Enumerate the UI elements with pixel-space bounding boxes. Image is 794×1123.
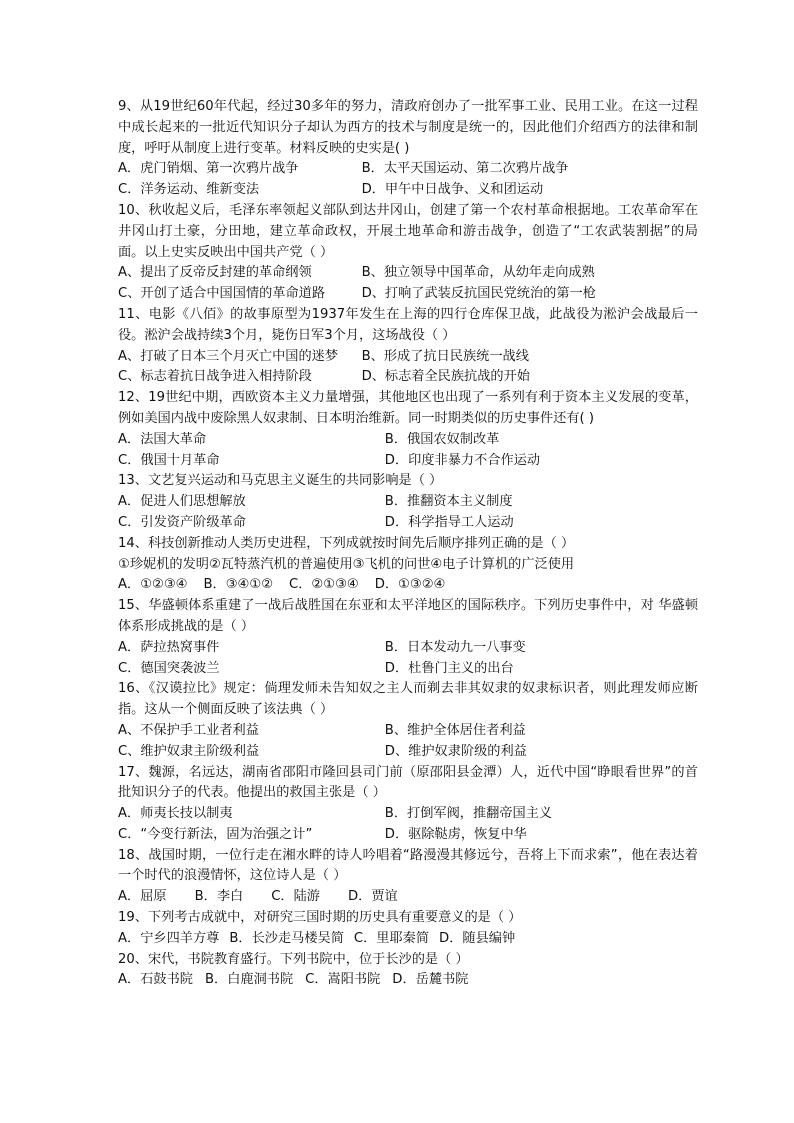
option-c: C、维护奴隶主阶级利益 — [118, 743, 260, 759]
option-c: C．里耶秦简 — [353, 930, 430, 946]
question-stem: 20、宋代，书院教育盛行。下列书院中，位于长沙的是（ ） — [118, 951, 469, 967]
option-c: C．“今变行新法，固为治强之计” — [118, 826, 313, 842]
question-stem: 11、电影《八佰》的故事原型为1937年发生在上海的四行仓库保卫战，此战役为淞沪会战最后一役。淞沪会战持续3个月，毙伤日军3个月，这场战役（ ） — [118, 306, 698, 343]
options — [118, 929, 698, 950]
options — [118, 804, 698, 846]
option-b: B．推翻资本主义制度 — [384, 494, 513, 510]
question-19 — [118, 908, 698, 950]
option-a: A．屈原 — [118, 889, 167, 905]
option-b: B、维护全体居住者利益 — [384, 722, 526, 738]
option-a: A、提出了反帝反封建的革命纲领 — [118, 265, 312, 281]
question-17 — [118, 763, 698, 846]
options — [118, 159, 698, 201]
option-b: B．李白 — [194, 889, 244, 905]
option-a: A．虎门销烟、第一次鸦片战争 — [118, 161, 299, 177]
question-stem: 13、文艺复兴运动和马克思主义诞生的共同影响是（ ） — [118, 473, 443, 489]
question-stem: 16、《汉谟拉比》规定：倘理发师未告知奴之主人而剃去非其奴隶的奴隶标识者，则此理发师应断指。这从一个侧面反映了该法典（ ） — [118, 681, 698, 718]
option-a: A．石鼓书院 — [118, 972, 193, 988]
option-d: D．科学指导工人运动 — [384, 514, 514, 530]
option-d: D．驱除鞑虏，恢复中华 — [384, 826, 527, 842]
option-d: D、标志着全民族抗战的开始 — [361, 369, 530, 385]
option-b: B、形成了抗日民族统一战线 — [361, 348, 529, 364]
option-a: A．法国大革命 — [118, 431, 207, 447]
option-d: D．杜鲁门主义的出台 — [384, 660, 514, 676]
question-14 — [118, 534, 698, 596]
option-b: B．日本发动九一八事变 — [384, 639, 526, 655]
option-d: D．印度非暴力不合作运动 — [384, 452, 541, 468]
option-a: A．萨拉热窝事件 — [118, 639, 220, 655]
option-c: C．陆游 — [271, 889, 320, 905]
options — [118, 970, 698, 991]
options — [118, 638, 698, 680]
option-b: B．③④①② — [203, 577, 274, 593]
option-d: D、打响了武装反抗国民党统治的第一枪 — [361, 286, 596, 302]
option-c: C．引发资产阶级革命 — [118, 514, 246, 530]
question-stem: 18、战国时期，一位行走在湘水畔的诗人吟唱着“路漫漫其修远兮，吾将上下而求索”，他在表达着一个时代的浪漫情怀，这位诗人是（ ） — [118, 847, 698, 884]
option-c: C．嵩阳书院 — [305, 972, 381, 988]
options — [118, 887, 698, 908]
question-stem: 10、秋收起义后，毛泽东率领起义部队到达井冈山，创建了第一个农村革命根据地。工农革命军在井冈山打土豪，分田地，建立革命政权，开展土地革命和游击战争，创造了“工农武装割据”的局面。以上史实反映出中国共产党（ ） — [118, 202, 698, 260]
options — [118, 721, 698, 763]
question-stem: 17、魏源，名远达，湖南省邵阳市隆回县司门前（原邵阳县金潭）人，近代中国“睁眼看世界”的首批知识分子的代表。他提出的救国主张是（ ） — [118, 764, 698, 801]
option-a: A．①②③④ — [118, 577, 188, 593]
question-10 — [118, 201, 698, 305]
question-stem: 14、科技创新推动人类历史进程，下列成就按时间先后顺序排列正确的是（ ） — [118, 535, 575, 551]
option-d: D．随县编钟 — [439, 930, 516, 946]
option-b: B、独立领导中国革命，从幼年走向成熟 — [361, 265, 595, 281]
option-b: B．长沙走马楼吴简 — [229, 930, 344, 946]
option-c: C．②①③④ — [289, 577, 359, 593]
option-d: D．①③②④ — [374, 577, 446, 593]
option-a: A、打破了日本三个月灭亡中国的迷梦 — [118, 348, 339, 364]
option-a: A．促进人们思想解放 — [118, 494, 246, 510]
option-d: D．岳麓书院 — [392, 972, 469, 988]
question-18 — [118, 846, 698, 908]
option-c: C．俄国十月革命 — [118, 452, 220, 468]
option-b: B．白鹿洞书院 — [204, 972, 294, 988]
options — [118, 430, 698, 472]
option-b: B．俄国农奴制改革 — [384, 431, 500, 447]
options — [118, 492, 698, 534]
question-stem: 15、华盛顿体系重建了一战后战胜国在东亚和太平洋地区的国际秩序。下列历史事件中，对 华盛顿体系形成挑战的是（ ） — [118, 598, 698, 634]
option-d: D．甲午中日战争、义和团运动 — [361, 182, 544, 198]
option-b: B．打倒军阀，推翻帝国主义 — [384, 806, 553, 822]
question-9 — [118, 97, 698, 201]
question-13 — [118, 471, 698, 533]
question-16 — [118, 679, 698, 762]
option-c: C、标志着抗日战争进入相持阶段 — [118, 369, 312, 385]
options — [118, 575, 698, 596]
option-b: B．太平天国运动、第二次鸦片战争 — [361, 161, 569, 177]
options — [118, 347, 698, 389]
option-a: A、不保护手工业者利益 — [118, 722, 259, 738]
question-items: ①珍妮机的发明②瓦特蒸汽机的普遍使用③飞机的问世④电子计算机的广泛使用 — [118, 556, 575, 572]
question-stem: 9、从19世纪60年代起，经过30多年的努力，清政府创办了一批军事工业、民用工业。在这一过程中成长起来的一批近代知识分子却认为西方的技术与制度是统一的，因此他们介绍西方的法律和制度，呼吁从制度上进行变革。材料反映的史实是( ) — [118, 99, 698, 156]
question-stem: 12、19世纪中期，西欧资本主义力量增强，其他地区也出现了一系列有利于资本主义发展的变革，例如美国内战中废除黑人奴隶制、日本明治维新。同一时期类似的历史事件还有( ) — [118, 390, 698, 426]
option-a: A．师夷长技以制夷 — [118, 806, 233, 822]
question-15 — [118, 596, 698, 679]
options — [118, 263, 698, 305]
option-c: C、开创了适合中国国情的革命道路 — [118, 286, 326, 302]
question-12 — [118, 388, 698, 471]
question-20 — [118, 950, 698, 992]
option-d: D．贾谊 — [347, 889, 398, 905]
option-c: C．德国突袭波兰 — [118, 660, 220, 676]
option-c: C．洋务运动、维新变法 — [118, 182, 260, 198]
question-11 — [118, 305, 698, 388]
question-stem: 19、下列考古成就中，对研究三国时期的历史具有重要意义的是（ ） — [118, 910, 522, 926]
option-d: D、维护奴隶阶级的利益 — [384, 743, 527, 759]
question-list — [118, 97, 698, 991]
option-a: A．宁乡四羊方尊 — [118, 930, 220, 946]
